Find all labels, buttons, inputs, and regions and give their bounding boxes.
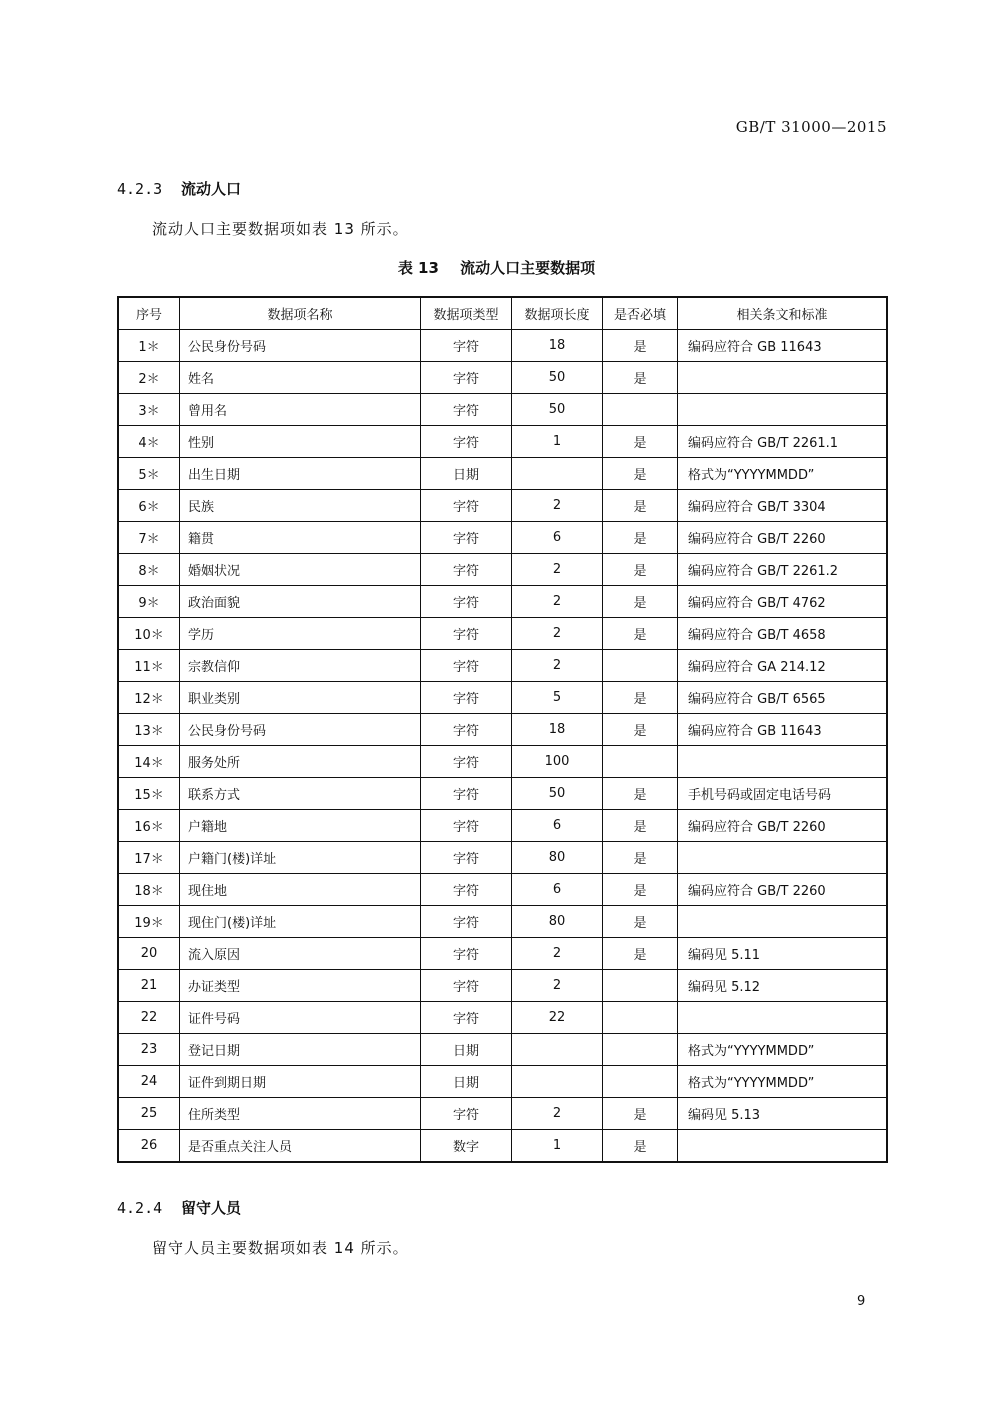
table-row [118, 426, 887, 458]
table-number: 表 13 [397, 259, 439, 277]
cell-item-type: 字符 [421, 490, 512, 522]
cell-required: 是 [603, 874, 678, 906]
cell-required: 是 [603, 906, 678, 938]
cell-item-length: 50 [512, 778, 603, 810]
cell-seq: 1＊ [118, 330, 180, 362]
section-title: 流动人口 [180, 180, 241, 198]
cell-seq: 16＊ [118, 810, 180, 842]
cell-seq: 17＊ [118, 842, 180, 874]
table-row [118, 522, 887, 554]
cell-item-type: 字符 [421, 778, 512, 810]
cell-standard [678, 842, 888, 874]
cell-item-length: 2 [512, 490, 603, 522]
cell-standard: 编码见 5.12 [678, 970, 888, 1002]
cell-required: 是 [603, 618, 678, 650]
cell-required: 是 [603, 362, 678, 394]
cell-item-length: 100 [512, 746, 603, 778]
cell-required: 是 [603, 426, 678, 458]
cell-item-name: 办证类型 [180, 970, 421, 1002]
table-row [118, 1130, 887, 1163]
cell-standard: 编码应符合 GB/T 2260 [678, 874, 888, 906]
header-item-name: 数据项名称 [180, 297, 421, 330]
cell-seq: 22 [118, 1002, 180, 1034]
table-row [118, 1034, 887, 1066]
cell-item-type: 字符 [421, 554, 512, 586]
cell-required: 是 [603, 1098, 678, 1130]
section-number: 4.2.4 [117, 1199, 163, 1217]
section-intro: 留守人员主要数据项如表 14 所示。 [152, 1239, 409, 1257]
table-row [118, 618, 887, 650]
cell-item-length: 80 [512, 906, 603, 938]
table-row [118, 714, 887, 746]
cell-standard: 格式为“YYYYMMDD” [678, 1066, 888, 1098]
table-row [118, 938, 887, 970]
section-heading-4-2-4 [117, 1197, 241, 1218]
cell-required [603, 394, 678, 426]
section-title: 留守人员 [180, 1199, 241, 1217]
cell-item-type: 字符 [421, 330, 512, 362]
cell-standard [678, 362, 888, 394]
cell-item-name: 登记日期 [180, 1034, 421, 1066]
cell-item-name: 政治面貌 [180, 586, 421, 618]
cell-item-length: 2 [512, 650, 603, 682]
cell-item-length: 2 [512, 554, 603, 586]
cell-standard: 编码应符合 GB/T 4762 [678, 586, 888, 618]
cell-item-type: 字符 [421, 682, 512, 714]
cell-standard: 编码应符合 GB/T 4658 [678, 618, 888, 650]
header-item-type: 数据项类型 [421, 297, 512, 330]
cell-seq: 18＊ [118, 874, 180, 906]
cell-item-type: 日期 [421, 1034, 512, 1066]
cell-item-length: 6 [512, 874, 603, 906]
cell-item-length [512, 458, 603, 490]
cell-item-name: 户籍门(楼)详址 [180, 842, 421, 874]
cell-seq: 19＊ [118, 906, 180, 938]
cell-item-name: 姓名 [180, 362, 421, 394]
cell-item-name: 民族 [180, 490, 421, 522]
cell-standard: 编码见 5.11 [678, 938, 888, 970]
table-row [118, 810, 887, 842]
cell-item-length: 80 [512, 842, 603, 874]
cell-item-name: 公民身份号码 [180, 330, 421, 362]
cell-standard: 编码应符合 GB/T 6565 [678, 682, 888, 714]
cell-item-length [512, 1034, 603, 1066]
cell-item-length: 50 [512, 362, 603, 394]
cell-item-length: 5 [512, 682, 603, 714]
cell-seq: 26 [118, 1130, 180, 1163]
cell-standard: 手机号码或固定电话号码 [678, 778, 888, 810]
cell-item-type: 字符 [421, 970, 512, 1002]
table-row [118, 746, 887, 778]
table-row [118, 554, 887, 586]
table-row [118, 874, 887, 906]
cell-seq: 6＊ [118, 490, 180, 522]
cell-required: 是 [603, 554, 678, 586]
page-number: 9 [857, 1294, 866, 1309]
cell-item-name: 现住地 [180, 874, 421, 906]
cell-item-type: 字符 [421, 650, 512, 682]
cell-seq: 4＊ [118, 426, 180, 458]
header-standard: 相关条文和标准 [678, 297, 888, 330]
cell-standard [678, 1002, 888, 1034]
cell-item-type: 字符 [421, 714, 512, 746]
cell-item-length: 2 [512, 1098, 603, 1130]
section-number: 4.2.3 [117, 180, 163, 198]
cell-seq: 3＊ [118, 394, 180, 426]
cell-seq: 23 [118, 1034, 180, 1066]
cell-standard [678, 746, 888, 778]
cell-standard: 格式为“YYYYMMDD” [678, 458, 888, 490]
table-row [118, 650, 887, 682]
cell-item-name: 联系方式 [180, 778, 421, 810]
cell-required [603, 650, 678, 682]
cell-seq: 9＊ [118, 586, 180, 618]
cell-item-length: 2 [512, 970, 603, 1002]
cell-item-type: 字符 [421, 810, 512, 842]
cell-item-type: 字符 [421, 522, 512, 554]
cell-item-type: 字符 [421, 618, 512, 650]
cell-item-type: 数字 [421, 1130, 512, 1163]
cell-standard: 编码应符合 GA 214.12 [678, 650, 888, 682]
cell-item-type: 字符 [421, 842, 512, 874]
cell-item-type: 字符 [421, 938, 512, 970]
cell-item-name: 学历 [180, 618, 421, 650]
cell-standard: 编码应符合 GB/T 2260 [678, 810, 888, 842]
cell-item-name: 出生日期 [180, 458, 421, 490]
cell-standard: 编码应符合 GB 11643 [678, 330, 888, 362]
table-row [118, 586, 887, 618]
cell-seq: 12＊ [118, 682, 180, 714]
cell-item-type: 字符 [421, 874, 512, 906]
cell-required: 是 [603, 586, 678, 618]
cell-item-length [512, 1066, 603, 1098]
cell-item-name: 证件号码 [180, 1002, 421, 1034]
cell-item-name: 现住门(楼)详址 [180, 906, 421, 938]
cell-item-type: 字符 [421, 746, 512, 778]
cell-item-type: 字符 [421, 426, 512, 458]
cell-standard: 编码应符合 GB 11643 [678, 714, 888, 746]
header-required: 是否必填 [603, 297, 678, 330]
cell-item-name: 住所类型 [180, 1098, 421, 1130]
cell-item-name: 服务处所 [180, 746, 421, 778]
cell-standard: 格式为“YYYYMMDD” [678, 1034, 888, 1066]
cell-item-type: 日期 [421, 458, 512, 490]
table-caption [0, 257, 993, 278]
cell-seq: 5＊ [118, 458, 180, 490]
cell-item-length: 2 [512, 618, 603, 650]
table-row [118, 842, 887, 874]
cell-required: 是 [603, 778, 678, 810]
cell-item-type: 字符 [421, 1002, 512, 1034]
cell-required: 是 [603, 810, 678, 842]
header-item-length: 数据项长度 [512, 297, 603, 330]
cell-item-name: 宗教信仰 [180, 650, 421, 682]
cell-required [603, 970, 678, 1002]
cell-required: 是 [603, 938, 678, 970]
cell-seq: 24 [118, 1066, 180, 1098]
cell-required [603, 746, 678, 778]
cell-seq: 10＊ [118, 618, 180, 650]
cell-required: 是 [603, 714, 678, 746]
cell-seq: 8＊ [118, 554, 180, 586]
cell-seq: 2＊ [118, 362, 180, 394]
cell-item-length: 1 [512, 1130, 603, 1163]
table-row [118, 362, 887, 394]
cell-standard [678, 394, 888, 426]
cell-required: 是 [603, 490, 678, 522]
section-heading-4-2-3 [117, 178, 241, 199]
table-title: 流动人口主要数据项 [460, 259, 596, 277]
cell-item-length: 1 [512, 426, 603, 458]
table-row [118, 1098, 887, 1130]
data-items-table [117, 296, 888, 1163]
table-row [118, 1066, 887, 1098]
cell-standard: 编码应符合 GB/T 2261.2 [678, 554, 888, 586]
cell-standard [678, 1130, 888, 1163]
header-seq: 序号 [118, 297, 180, 330]
standard-code: GB/T 31000—2015 [735, 118, 887, 136]
cell-item-length: 50 [512, 394, 603, 426]
cell-item-name: 证件到期日期 [180, 1066, 421, 1098]
cell-required: 是 [603, 522, 678, 554]
cell-required: 是 [603, 1130, 678, 1163]
cell-required: 是 [603, 682, 678, 714]
cell-item-type: 字符 [421, 906, 512, 938]
cell-seq: 11＊ [118, 650, 180, 682]
cell-item-length: 6 [512, 810, 603, 842]
cell-standard: 编码应符合 GB/T 2261.1 [678, 426, 888, 458]
cell-required: 是 [603, 842, 678, 874]
cell-item-type: 字符 [421, 1098, 512, 1130]
cell-standard: 编码见 5.13 [678, 1098, 888, 1130]
cell-item-length: 22 [512, 1002, 603, 1034]
cell-standard: 编码应符合 GB/T 3304 [678, 490, 888, 522]
cell-item-name: 婚姻状况 [180, 554, 421, 586]
cell-item-name: 籍贯 [180, 522, 421, 554]
cell-seq: 21 [118, 970, 180, 1002]
table-body [118, 330, 887, 1163]
table-row [118, 330, 887, 362]
cell-seq: 25 [118, 1098, 180, 1130]
table-row [118, 458, 887, 490]
table-row [118, 778, 887, 810]
table-row [118, 394, 887, 426]
cell-item-name: 是否重点关注人员 [180, 1130, 421, 1163]
cell-item-type: 日期 [421, 1066, 512, 1098]
cell-item-name: 性别 [180, 426, 421, 458]
cell-standard: 编码应符合 GB/T 2260 [678, 522, 888, 554]
cell-seq: 13＊ [118, 714, 180, 746]
cell-required [603, 1034, 678, 1066]
table-row [118, 1002, 887, 1034]
table-row [118, 970, 887, 1002]
cell-item-length: 18 [512, 714, 603, 746]
cell-item-type: 字符 [421, 362, 512, 394]
table-header-row [118, 297, 887, 330]
cell-item-name: 户籍地 [180, 810, 421, 842]
cell-required: 是 [603, 330, 678, 362]
table-row [118, 490, 887, 522]
cell-required [603, 1002, 678, 1034]
table-row [118, 682, 887, 714]
cell-item-length: 2 [512, 586, 603, 618]
section-intro: 流动人口主要数据项如表 13 所示。 [152, 220, 409, 238]
cell-item-length: 6 [512, 522, 603, 554]
cell-seq: 7＊ [118, 522, 180, 554]
cell-item-name: 曾用名 [180, 394, 421, 426]
cell-item-type: 字符 [421, 586, 512, 618]
cell-item-name: 职业类别 [180, 682, 421, 714]
cell-standard [678, 906, 888, 938]
cell-seq: 15＊ [118, 778, 180, 810]
cell-seq: 20 [118, 938, 180, 970]
cell-seq: 14＊ [118, 746, 180, 778]
cell-item-type: 字符 [421, 394, 512, 426]
cell-item-name: 流入原因 [180, 938, 421, 970]
cell-item-length: 2 [512, 938, 603, 970]
cell-required: 是 [603, 458, 678, 490]
cell-item-name: 公民身份号码 [180, 714, 421, 746]
cell-required [603, 1066, 678, 1098]
table-row [118, 906, 887, 938]
cell-item-length: 18 [512, 330, 603, 362]
